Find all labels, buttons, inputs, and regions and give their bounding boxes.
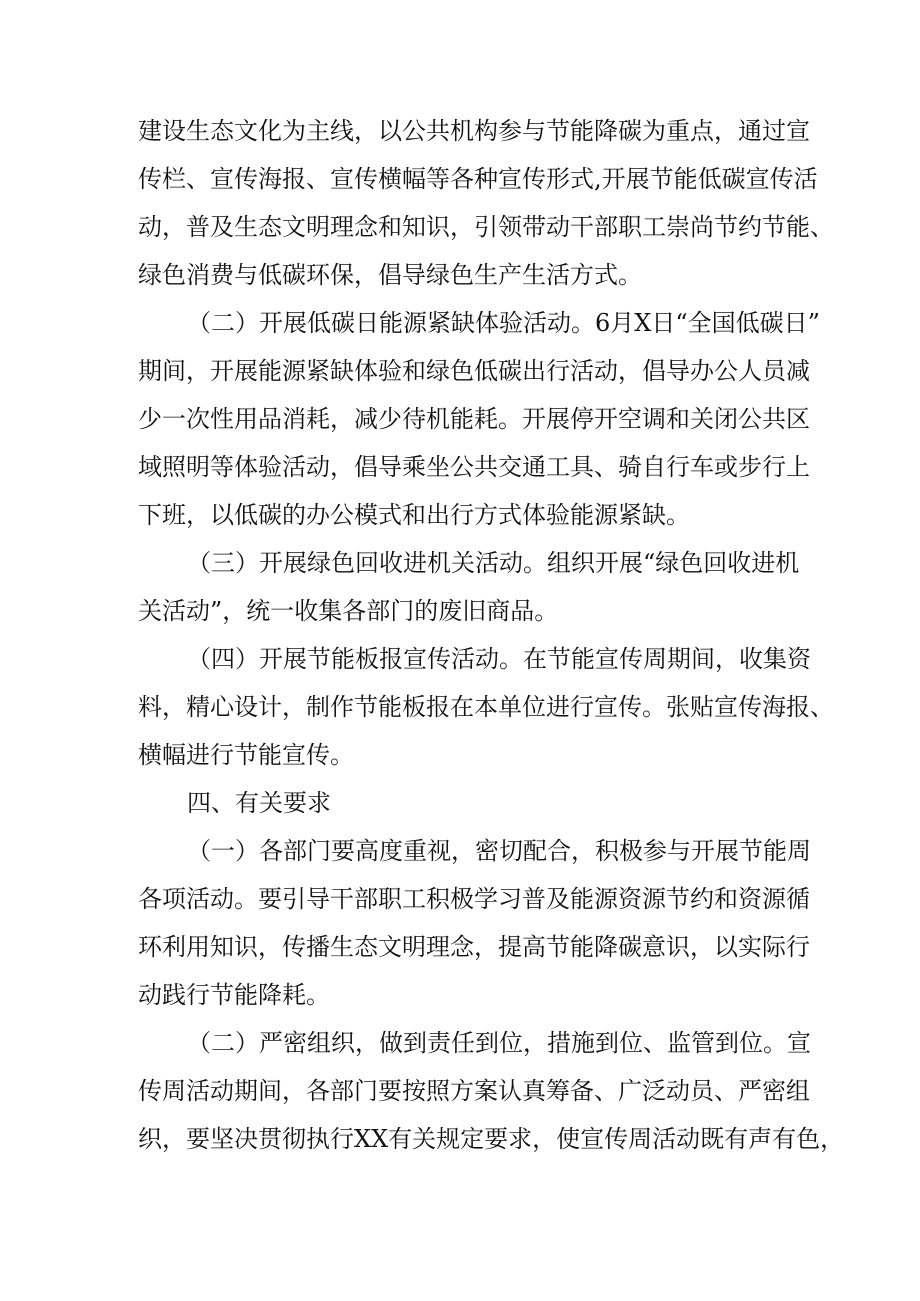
text-line: 绿色消费与低碳环保，倡导绿色生产生活方式。 <box>138 261 642 289</box>
paragraph <box>138 635 834 779</box>
text-line: 环利用知识，传播生态文明理念，提高节能降碳意识，以实际行 <box>138 933 810 961</box>
text-line: （二）开展低碳日能源紧缺体验活动。6月X日“全国低碳日” <box>187 309 820 337</box>
text-line: 织，要坚决贯彻执行XX有关规定要求，使宣传周活动既有声有色， <box>138 1125 845 1153</box>
text-line: 各项活动。要引导干部职工积极学习普及能源资源节约和资源循 <box>138 885 810 913</box>
text-line: 建设生态文化为主线，以公共机构参与节能降碳为重点，通过宣 <box>138 117 810 145</box>
text-line: 关活动”，统一收集各部门的废旧商品。 <box>138 597 559 625</box>
text-line: 横幅进行节能宣传。 <box>138 741 354 769</box>
text-line: 域照明等体验活动，倡导乘坐公共交通工具、骑自行车或步行上 <box>138 453 810 481</box>
text-line: （一）各部门要高度重视，密切配合，积极参与开展节能周 <box>187 837 811 865</box>
document-body <box>138 107 845 1163</box>
text-line: 动，普及生态文明理念和知识，引领带动干部职工崇尚节约节能、 <box>138 213 834 241</box>
text-line: 传栏、宣传海报、宣传横幅等各种宣传形式,开展节能低碳宣传活 <box>138 165 818 193</box>
text-line: （二）严密组织，做到责任到位，措施到位、监管到位。宣 <box>187 1029 811 1057</box>
paragraph <box>138 1019 845 1163</box>
text-line: 少一次性用品消耗，减少待机能耗。开展停开空调和关闭公共区 <box>138 405 810 433</box>
text-line: （三）开展绿色回收进机关活动。组织开展“绿色回收进机 <box>187 549 800 577</box>
text-line: 动践行节能降耗。 <box>138 981 330 1009</box>
section-heading <box>138 779 790 827</box>
text-line: （四）开展节能板报宣传活动。在节能宣传周期间，收集资 <box>187 645 811 673</box>
text-line: 期间，开展能源紧缺体验和绿色低碳出行活动，倡导办公人员减 <box>138 357 810 385</box>
text-line: 四、有关要求 <box>187 789 331 817</box>
text-line: 传周活动期间，各部门要按照方案认真筹备、广泛动员、严密组 <box>138 1077 810 1105</box>
paragraph <box>138 827 811 1019</box>
paragraph <box>138 539 800 635</box>
paragraph <box>138 299 820 539</box>
text-line: 下班，以低碳的办公模式和出行方式体验能源紧缺。 <box>138 501 690 529</box>
paragraph <box>138 107 834 299</box>
text-line: 料，精心设计，制作节能板报在本单位进行宣传。张贴宣传海报、 <box>138 693 834 721</box>
